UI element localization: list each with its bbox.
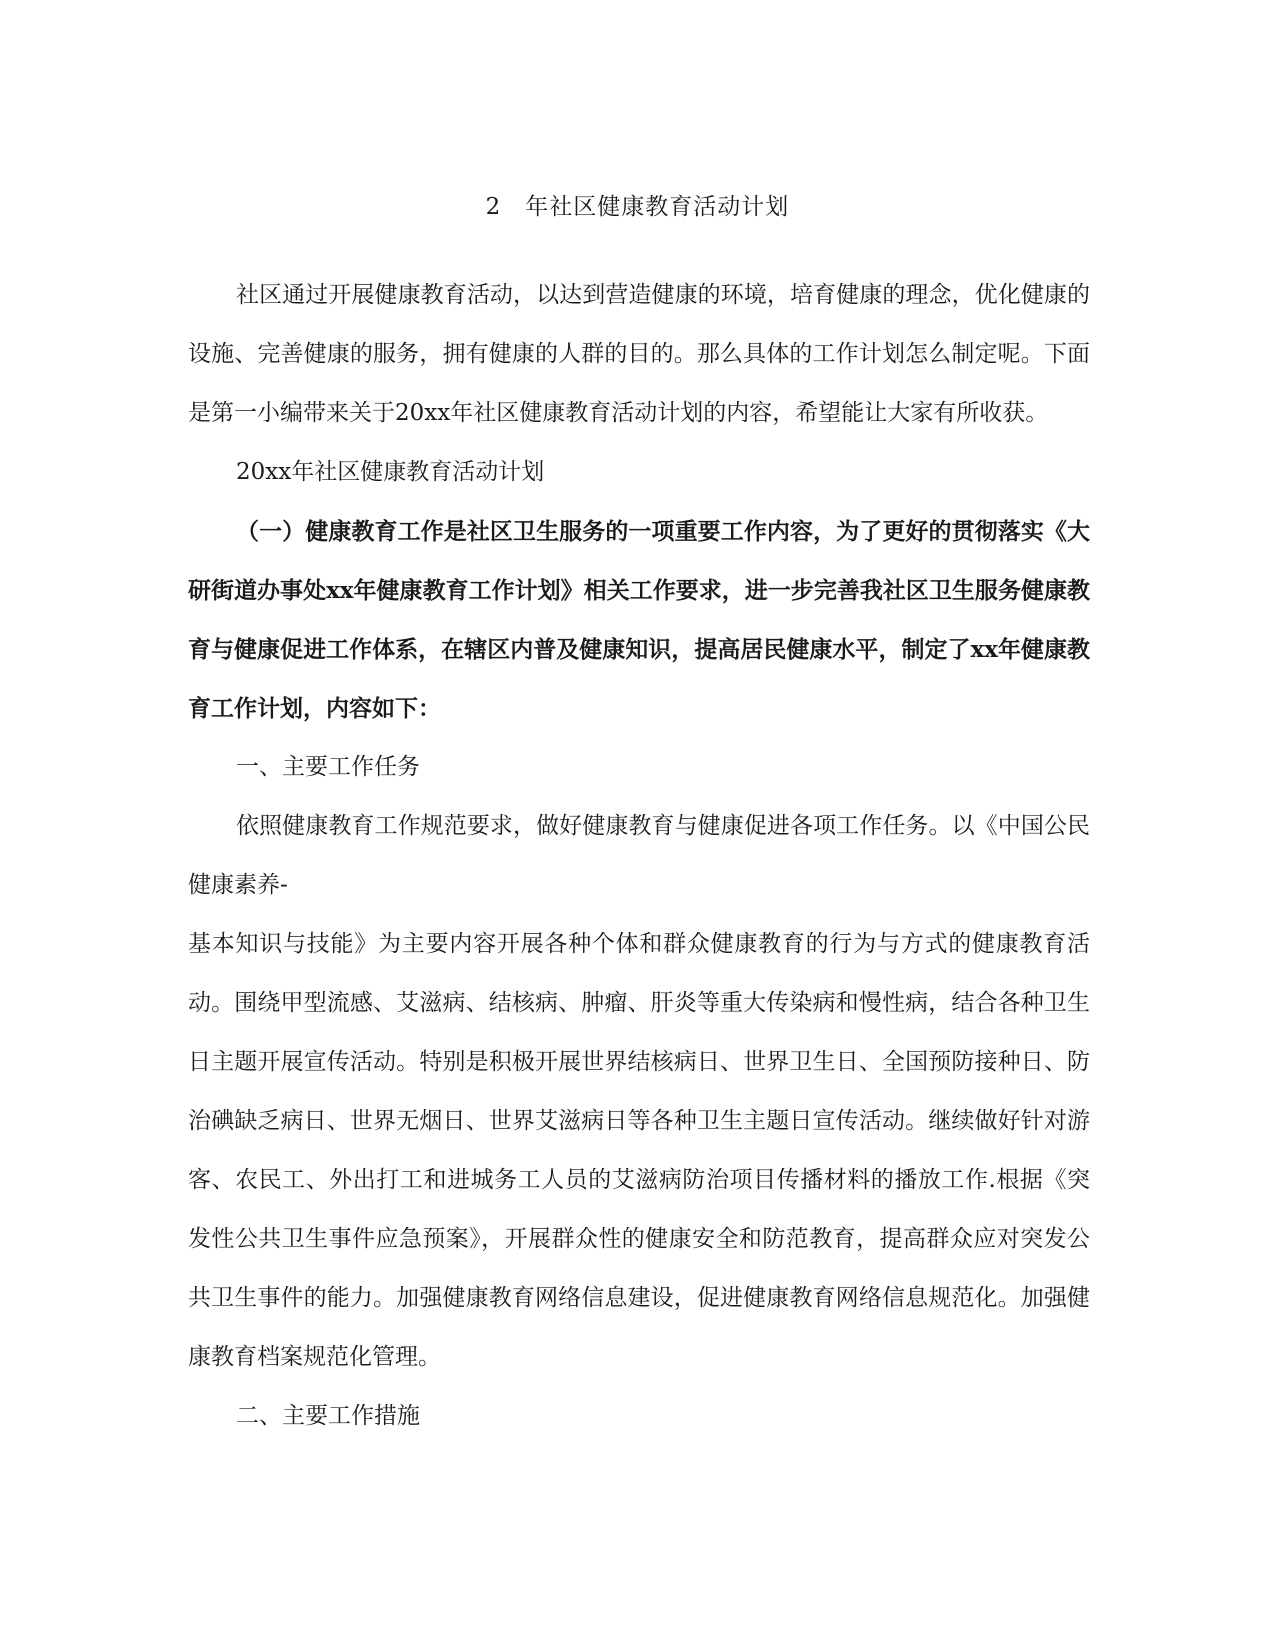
document-body bbox=[188, 266, 1090, 1446]
section2-heading: 二、主要工作措施 bbox=[236, 1403, 420, 1429]
bold-paragraph: （一）健康教育工作是社区卫生服务的一项重要工作内容，为了更好的贯彻落实《大研街道办事处xx年健康教育工作计划》相关工作要求，进一步完善我社区卫生服务健康教育与健康促进工作体系，在辖区内普及健康知识，提高居民健康水平，制定了xx年健康教育工作计划，内容如下： bbox=[188, 518, 1090, 722]
section1-paragraph-part2: 基本知识与技能》为主要内容开展各种个体和群众健康教育的行为与方式的健康教育活动。围绕甲型流感、艾滋病、结核病、肿瘤、肝炎等重大传染病和慢性病，结合各种卫生日主题开展宣传活动。特别是积极开展世界结核病日、世界卫生日、全国预防接种日、防治碘缺乏病日、世界无烟日、世界艾滋病日等各种卫生主题日宣传活动。继续做好针对游客、农民工、外出打工和进城务工人员的艾滋病防治项目传播材料的播放工作.根据《突发性公共卫生事件应急预案》，开展群众性的健康安全和防范教育，提高群众应对突发公共卫生事件的能力。加强健康教育网络信息建设，促进健康教育网络信息规范化。加强健康教育档案规范化管理。 bbox=[188, 931, 1090, 1370]
subtitle-paragraph: 20xx年社区健康教育活动计划 bbox=[236, 459, 545, 485]
section1-paragraph-part1: 依照健康教育工作规范要求，做好健康教育与健康促进各项工作任务。以《中国公民健康素养- bbox=[188, 813, 1090, 898]
section1-heading: 一、主要工作任务 bbox=[236, 754, 420, 780]
intro-paragraph: 社区通过开展健康教育活动，以达到营造健康的环境，培育健康的理念，优化健康的设施、完善健康的服务，拥有健康的人群的目的。那么具体的工作计划怎么制定呢。下面是第一小编带来关于20xx年社区健康教育活动计划的内容，希望能让大家有所收获。 bbox=[188, 282, 1090, 426]
document-title: 2 年社区健康教育活动计划 bbox=[485, 194, 790, 220]
